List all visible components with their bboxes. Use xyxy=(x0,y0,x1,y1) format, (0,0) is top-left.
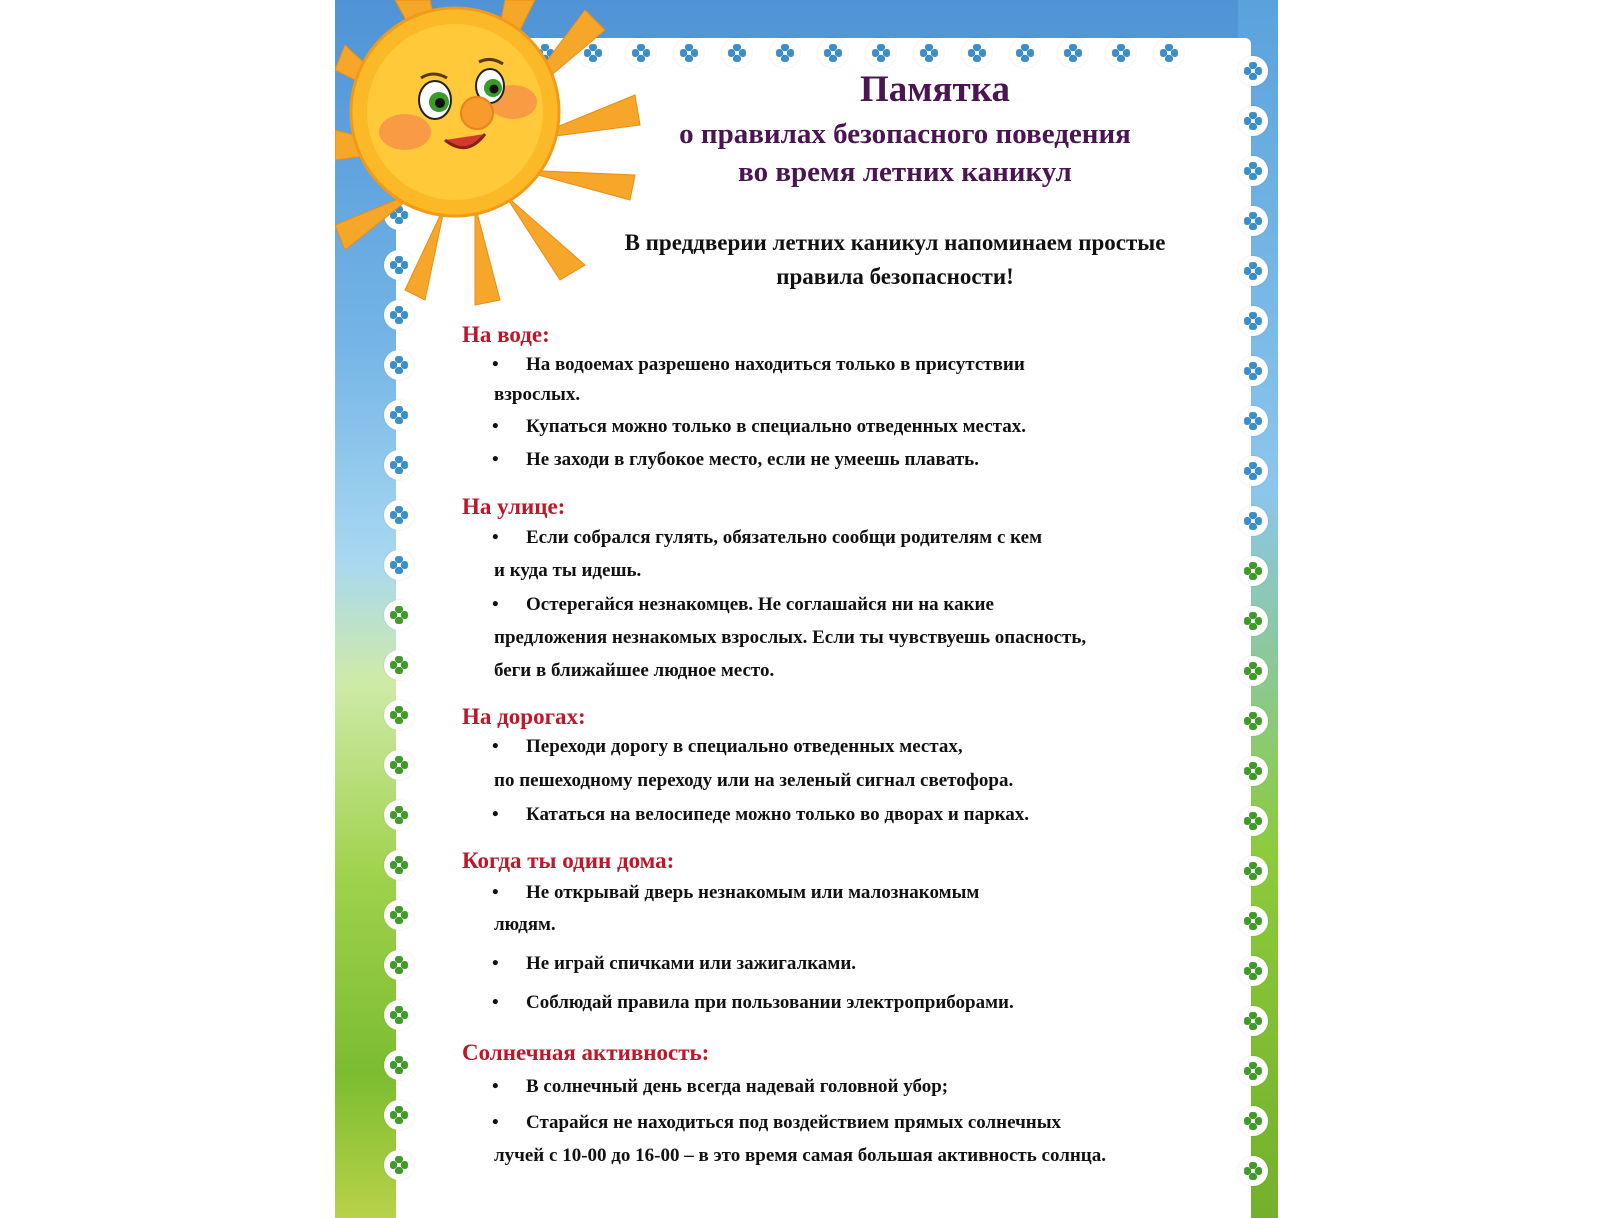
section-title-sun-activity: Солнечная активность: xyxy=(462,1040,710,1065)
flower-ornament xyxy=(384,800,414,830)
list-item xyxy=(492,594,994,616)
flower-ornament xyxy=(1238,656,1268,686)
flower-ornament xyxy=(1238,1056,1268,1086)
flower-ornament xyxy=(1106,38,1136,68)
flower-ornament xyxy=(722,38,752,68)
flower-ornament xyxy=(384,400,414,430)
flower-ornament xyxy=(962,38,992,68)
flower-ornament xyxy=(384,450,414,480)
list-item-text: Купаться можно только в специально отведенных местах. xyxy=(526,416,1026,437)
list-item-text: На водоемах разрешено находиться только в присутствии xyxy=(526,354,1025,375)
intro-line-2: правила безопасности! xyxy=(776,264,1014,289)
flower-ornament xyxy=(1238,1006,1268,1036)
flower-ornament xyxy=(384,350,414,380)
list-item xyxy=(492,354,1025,376)
flower-ornament xyxy=(770,38,800,68)
list-item-text: В солнечный день всегда надевай головной убор; xyxy=(526,1076,949,1097)
list-item-text: Если собрался гулять, обязательно сообщи родителям с кем xyxy=(526,527,1043,548)
flower-ornament xyxy=(1238,256,1268,286)
flower-ornament xyxy=(1238,856,1268,886)
flower-ornament xyxy=(1238,206,1268,236)
flower-ornament xyxy=(914,38,944,68)
list-item xyxy=(492,416,1026,438)
list-item xyxy=(492,736,963,758)
flower-ornament xyxy=(866,38,896,68)
list-item-text: Остерегайся незнакомцев. Не соглашайся ни на какие xyxy=(526,594,994,615)
flower-ornament xyxy=(384,650,414,680)
list-item xyxy=(492,1112,1061,1134)
flower-ornament xyxy=(674,38,704,68)
flower-ornament xyxy=(1238,1106,1268,1136)
list-item xyxy=(492,527,1042,549)
flower-ornament xyxy=(384,1050,414,1080)
flower-ornament xyxy=(384,1150,414,1180)
flower-ornament xyxy=(384,950,414,980)
flower-ornament xyxy=(1238,906,1268,936)
flower-ornament xyxy=(1238,406,1268,436)
subtitle-line-1: о правилах безопасного поведения xyxy=(679,118,1131,150)
flower-ornament xyxy=(1238,56,1268,86)
list-item xyxy=(492,882,979,904)
flower-ornament xyxy=(1238,106,1268,136)
page-title: Памятка xyxy=(860,69,1010,110)
flower-ornament xyxy=(1238,356,1268,386)
subtitle-line-2: во время летних каникул xyxy=(738,156,1072,188)
list-item-continuation: беги в ближайшее людное место. xyxy=(494,660,775,681)
list-item xyxy=(492,953,856,975)
section-title-roads: На дорогах: xyxy=(462,704,586,729)
flower-ornament xyxy=(1238,1156,1268,1186)
list-item-text: Не заходи в глубокое место, если не умеешь плавать. xyxy=(526,449,979,470)
flower-ornament xyxy=(1238,156,1268,186)
list-item-continuation: и куда ты идешь. xyxy=(494,560,642,581)
flower-ornament xyxy=(384,850,414,880)
list-item-continuation: лучей с 10-00 до 16-00 – в это время самая большая активность солнца. xyxy=(494,1145,1107,1166)
flower-ornament xyxy=(384,700,414,730)
list-item-text: Не играй спичками или зажигалками. xyxy=(526,953,857,974)
flower-ornament xyxy=(1238,306,1268,336)
flower-ornament xyxy=(384,600,414,630)
flower-ornament xyxy=(384,1000,414,1030)
list-item-text: Переходи дорогу в специально отведенных местах, xyxy=(526,736,963,757)
list-item-continuation: предложения незнакомых взрослых. Если ты чувствуешь опасность, xyxy=(494,627,1087,648)
list-item xyxy=(492,992,1014,1014)
flower-ornament xyxy=(1238,706,1268,736)
section-title-street: На улице: xyxy=(462,494,566,519)
flower-ornament xyxy=(1238,806,1268,836)
flower-ornament xyxy=(818,38,848,68)
flower-ornament xyxy=(1154,38,1184,68)
flower-ornament xyxy=(1238,756,1268,786)
flower-ornament xyxy=(1238,956,1268,986)
flower-ornament xyxy=(384,750,414,780)
flower-ornament xyxy=(1010,38,1040,68)
flower-ornament xyxy=(384,550,414,580)
list-item-continuation: людям. xyxy=(494,914,556,935)
list-item-text: Не открывай дверь незнакомым или малознакомым xyxy=(526,882,980,903)
list-item xyxy=(492,449,979,471)
flower-ornament xyxy=(1238,456,1268,486)
list-item-text: Старайся не находиться под воздействием прямых солнечных xyxy=(526,1112,1062,1133)
flower-ornament xyxy=(384,1100,414,1130)
section-title-water: На воде: xyxy=(462,322,550,347)
list-item xyxy=(492,1076,948,1098)
section-title-home-alone: Когда ты один дома: xyxy=(462,848,675,873)
flower-ornament xyxy=(1058,38,1088,68)
list-item xyxy=(492,804,1029,826)
flower-ornament xyxy=(1238,606,1268,636)
list-item-continuation: по пешеходному переходу или на зеленый сигнал светофора. xyxy=(494,770,1014,791)
flower-ornament xyxy=(384,900,414,930)
intro-line-1: В преддверии летних каникул напоминаем простые xyxy=(624,230,1166,255)
flower-ornament xyxy=(1238,556,1268,586)
flower-ornament xyxy=(384,500,414,530)
list-item-continuation: взрослых. xyxy=(494,384,581,405)
flower-ornament xyxy=(1238,506,1268,536)
list-item-text: Соблюдай правила при пользовании электроприборами. xyxy=(526,992,1014,1013)
list-item-text: Кататься на велосипеде можно только во дворах и парках. xyxy=(526,804,1030,825)
